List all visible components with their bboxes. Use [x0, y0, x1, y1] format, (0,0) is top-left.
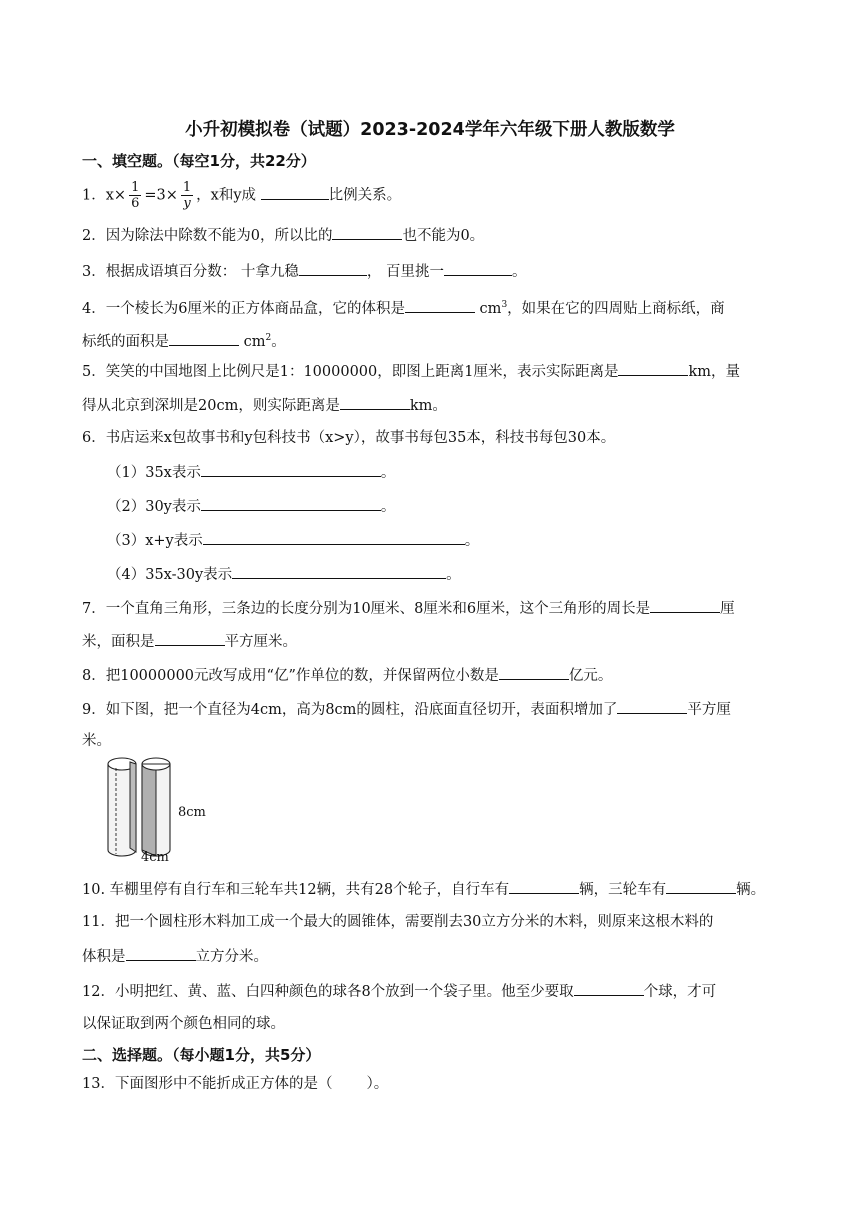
question-7-line-1: 7．一个直角三角形，三条边的长度分别为10厘米、8厘米和6厘米，这个三角形的周长是 厘 — [82, 597, 735, 619]
question-4-line-1: 4．一个棱长为6厘米的正方体商品盒，它的体积是 $cm^3$，如果在它的四周贴上商标纸，商 — [82, 295, 725, 319]
question-12-line-1: 12．小明把红、黄、蓝、白四种颜色的球各8个放到一个袋子里。他至少要取 个球，才可 — [82, 980, 716, 1002]
answer-blank[interactable] — [444, 260, 512, 276]
question-9-line-1: 9．如下图，把一个直径为4cm，高为8cm的圆柱，沿底面直径切开，表面积增加了 平方厘 — [82, 698, 731, 720]
answer-blank[interactable] — [574, 980, 644, 996]
answer-blank[interactable] — [169, 330, 239, 346]
question-1: 1．x× $\frac{1}{6}$ =3× $\frac{1}{y}$ ，x和y成 比例关系。 — [82, 180, 402, 211]
question-2: 2．因为除法中除数不能为0，所以比的 也不能为0。 — [82, 224, 484, 246]
answer-blank[interactable] — [299, 260, 367, 276]
answer-blank[interactable] — [126, 945, 196, 961]
answer-blank[interactable] — [332, 224, 402, 240]
answer-blank[interactable] — [405, 297, 475, 313]
figure-height-label: 8cm — [178, 805, 206, 820]
fraction-one-over-y: $\frac{1}{y}$ — [182, 180, 192, 211]
question-6-item-4: （4）35x-30y表示 。 — [107, 563, 461, 585]
question-7-line-2: 米，面积是 平方厘米。 — [82, 630, 297, 652]
answer-blank[interactable] — [499, 664, 569, 680]
answer-blank[interactable] — [618, 360, 688, 376]
answer-blank[interactable] — [261, 184, 329, 200]
answer-blank[interactable] — [340, 394, 410, 410]
question-11-line-2: 体积是 立方分米。 — [82, 945, 268, 967]
answer-blank[interactable] — [617, 698, 687, 714]
figure-width-label: 4cm — [141, 850, 169, 865]
answer-blank[interactable] — [201, 495, 381, 511]
answer-blank[interactable] — [509, 878, 579, 894]
question-5-line-2: 得从北京到深圳是20cm，则实际距离是 km。 — [82, 394, 447, 416]
fraction-one-sixth: $\frac{1}{6}$ — [131, 180, 140, 211]
answer-blank[interactable] — [650, 597, 720, 613]
question-6-item-3: （3）x+y表示 。 — [107, 529, 479, 551]
answer-blank[interactable] — [201, 461, 381, 477]
page-title: 小升初模拟卷（试题）2023-2024学年六年级下册人教版数学 — [185, 120, 675, 140]
answer-blank[interactable] — [203, 529, 465, 545]
question-11-line-1: 11．把一个圆柱形木料加工成一个最大的圆锥体，需要削去30立方分米的木料，则原来这根木料的 — [82, 914, 714, 930]
answer-blank[interactable] — [666, 878, 736, 894]
question-4-line-2: 标纸的面积是 $cm^2$。 — [82, 328, 286, 352]
question-6-stem: 6．书店运来x包故事书和y包科技书（x>y），故事书每包35本，科技书每包30本。 — [82, 430, 616, 446]
question-5-line-1: 5．笑笑的中国地图上比例尺是1：10000000，即图上距离1厘米，表示实际距离是 km，量 — [82, 360, 740, 382]
question-12-line-2: 以保证取到两个颜色相同的球。 — [82, 1016, 285, 1032]
question-6-item-2: （2）30y表示 。 — [107, 495, 395, 517]
question-13: 13．下面图形中不能折成正方体的是（ ）。 — [82, 1076, 389, 1092]
section-heading-multiple-choice: 二、选择题。（每小题1分，共5分） — [82, 1046, 321, 1064]
answer-blank[interactable] — [232, 563, 446, 579]
question-10: 10. 车棚里停有自行车和三轮车共12辆，共有28个轮子，自行车有 辆，三轮车有 辆。 — [82, 878, 765, 900]
question-8: 8．把10000000元改写成用“亿”作单位的数，并保留两位小数是 亿元。 — [82, 664, 612, 686]
question-3: 3．根据成语填百分数： 十拿九稳 ， 百里挑一 。 — [82, 260, 526, 282]
question-9-line-2: 米。 — [82, 733, 111, 749]
question-6-item-1: （1）35x表示 。 — [107, 461, 395, 483]
section-heading-fill-in: 一、填空题。（每空1分，共22分） — [82, 152, 316, 170]
answer-blank[interactable] — [155, 630, 225, 646]
